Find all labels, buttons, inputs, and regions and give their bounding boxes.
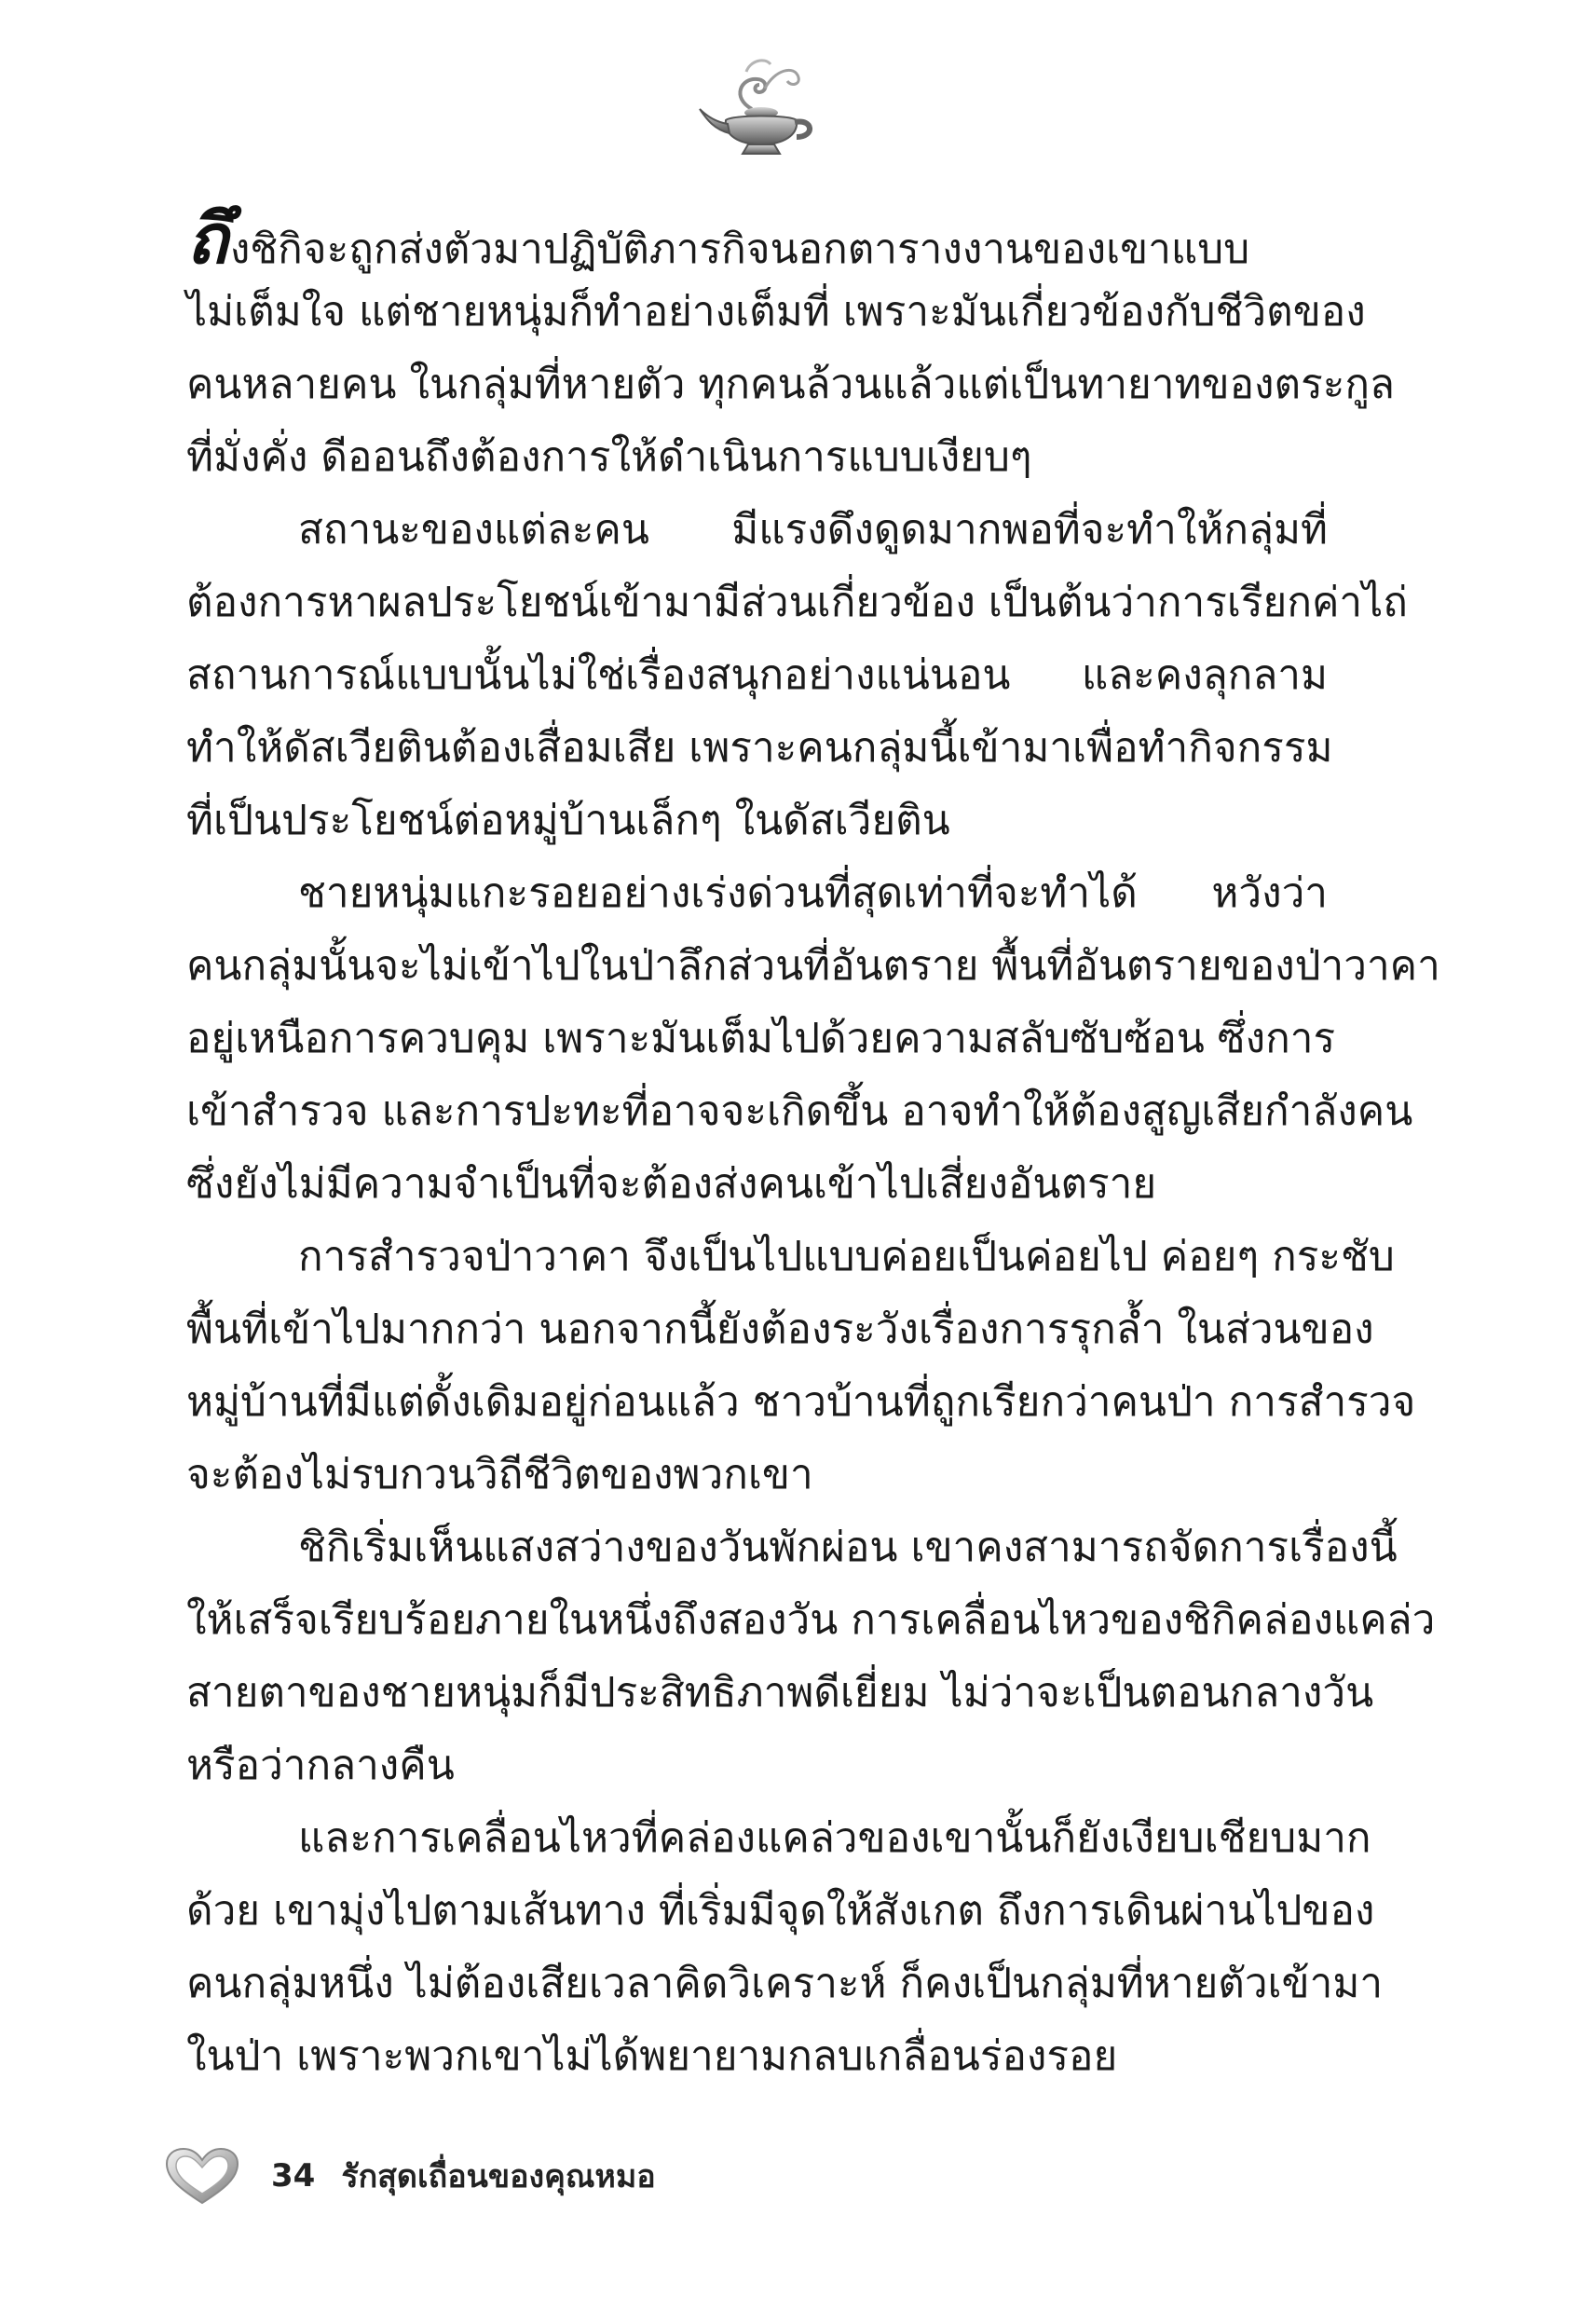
paragraph-line: เข้าสำรวจ และการปะทะที่อาจจะเกิดขึ้น อาจทำให้ต้องสูญเสียกำลังคน xyxy=(186,1087,1413,1135)
paragraph-line: ชายหนุ่มแกะรอยอย่างเร่งด่วนที่สุดเท่าที่จะทำได้ หวังว่า xyxy=(298,869,1328,917)
paragraph-line: และการเคลื่อนไหวที่คล่องแคล่วของเขานั้นก็ยังเงียบเชียบมาก xyxy=(298,1814,1371,1862)
book-title: รักสุดเถื่อนของคุณหมอ xyxy=(341,2158,656,2195)
paragraph-line: อยู่เหนือการควบคุม เพราะมันเต็มไปด้วยความสลับซับซ้อน ซึ่งการ xyxy=(186,1015,1336,1062)
paragraph-line: จะต้องไม่รบกวนวิถีชีวิตของพวกเขา xyxy=(186,1451,813,1498)
paragraph-line: พื้นที่เข้าไปมากกว่า นอกจากนี้ยังต้องระวังเรื่องการรุกล้ำ ในส่วนของ xyxy=(186,1306,1374,1353)
paragraph-line: สถานะของแต่ละคน มีแรงดึงดูดมากพอที่จะทำให้กลุ่มที่ xyxy=(298,506,1328,554)
page-footer xyxy=(163,2143,656,2208)
paragraph-line: ที่มั่งคั่ง ดีออนถึงต้องการให้ดำเนินการแบบเงียบๆ xyxy=(186,433,1032,481)
paragraph-line: สถานการณ์แบบนั้นไม่ใช่เรื่องสนุกอย่างแน่นอน และคงลุกลาม xyxy=(186,651,1328,699)
paragraph-line: หมู่บ้านที่มีแต่ดั้งเดิมอยู่ก่อนแล้ว ชาวบ้านที่ถูกเรียกว่าคนป่า การสำรวจ xyxy=(186,1378,1416,1426)
page-number: 34 xyxy=(271,2157,316,2195)
drop-cap: ถึ xyxy=(186,199,228,280)
paragraph-line: ซึ่งยังไม่มีความจำเป็นที่จะต้องส่งคนเข้าไปเสี่ยงอันตราย xyxy=(186,1160,1157,1208)
paragraph-line: ถึงชิกิจะถูกส่งตัวมาปฏิบัติภารกิจนอกตารางงานของเขาแบบ xyxy=(186,199,1250,280)
paragraph-line: สายตาของชายหนุ่มก็มีประสิทธิภาพดีเยี่ยม ไม่ว่าจะเป็นตอนกลางวัน xyxy=(186,1669,1374,1716)
heart-icon xyxy=(163,2145,241,2207)
paragraph-line: ไม่เต็มใจ แต่ชายหนุ่มก็ทำอย่างเต็มที่ เพราะมันเกี่ยวข้องกับชีวิตของ xyxy=(186,288,1366,335)
paragraph-line: ในป่า เพราะพวกเขาไม่ได้พยายามกลบเกลื่อนร่องรอย xyxy=(186,2032,1118,2080)
paragraph-line: ชิกิเริ่มเห็นแสงสว่างของวันพักผ่อน เขาคงสามารถจัดการเรื่องนี้ xyxy=(298,1524,1398,1571)
paragraph-line: ให้เสร็จเรียบร้อยภายในหนึ่งถึงสองวัน การเคลื่อนไหวของชิกิคล่องแคล่ว xyxy=(186,1596,1436,1644)
paragraph-line: คนกลุ่มหนึ่ง ไม่ต้องเสียเวลาคิดวิเคราะห์ ก็คงเป็นกลุ่มที่หายตัวเข้ามา xyxy=(186,1960,1384,2007)
magic-lamp-icon xyxy=(694,51,825,163)
body-text xyxy=(186,199,1440,2093)
paragraph-line: ที่เป็นประโยชน์ต่อหมู่บ้านเล็กๆ ในดัสเวียติน xyxy=(186,797,950,844)
paragraph-line: การสำรวจป่าวาคา จึงเป็นไปแบบค่อยเป็นค่อยไป ค่อยๆ กระชับ xyxy=(298,1233,1395,1280)
paragraph-line: ทำให้ดัสเวียตินต้องเสื่อมเสีย เพราะคนกลุ่มนี้เข้ามาเพื่อทำกิจกรรม xyxy=(186,724,1333,772)
paragraph-line: คนหลายคน ในกลุ่มที่หายตัว ทุกคนล้วนแล้วแต่เป็นทายาทของตระกูล xyxy=(186,361,1395,408)
paragraph-line: ด้วย เขามุ่งไปตามเส้นทาง ที่เริ่มมีจุดให้สังเกต ถึงการเดินผ่านไปของ xyxy=(186,1887,1375,1935)
paragraph-line: ต้องการหาผลประโยชน์เข้ามามีส่วนเกี่ยวข้อง เป็นต้นว่าการเรียกค่าไถ่ xyxy=(186,579,1408,626)
paragraph-line: คนกลุ่มนั้นจะไม่เข้าไปในป่าลึกส่วนที่อันตราย พื้นที่อันตรายของป่าวาคา xyxy=(186,942,1440,990)
paragraph-line: หรือว่ากลางคืน xyxy=(186,1742,455,1789)
